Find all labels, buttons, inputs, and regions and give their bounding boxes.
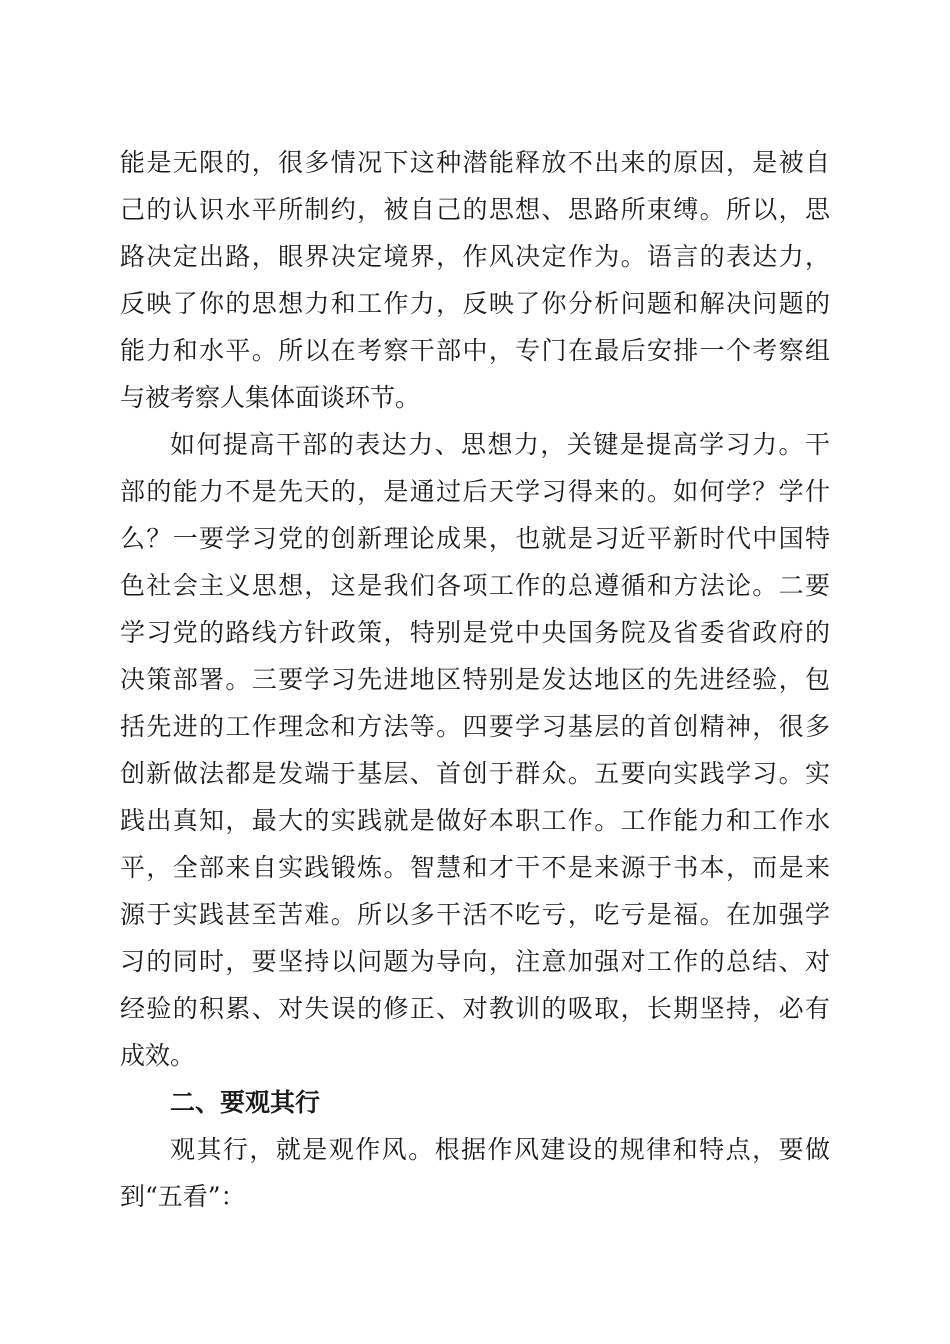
paragraph-2-line-14: 成效。 xyxy=(120,1041,196,1070)
paragraph-2-line-10: 平，全部来自实践锻炼。智慧和才干不是来源于书本，而是来 xyxy=(120,853,830,882)
paragraph-2-line-8: 创新做法都是发端于基层、首创于群众。五要向实践学习。实 xyxy=(120,759,830,788)
paragraph-1-line-3: 路决定出路，眼界决定境界，作风决定作为。语言的表达力， xyxy=(120,242,830,271)
paragraph-2-line-13: 经验的积累、对失误的修正、对教训的吸取，长期坚持，必有 xyxy=(120,994,830,1023)
paragraph-1-line-5: 能力和水平。所以在考察干部中，专门在最后安排一个考察组 xyxy=(120,336,830,365)
paragraph-1-line-4: 反映了你的思想力和工作力，反映了你分析问题和解决问题的 xyxy=(120,289,830,318)
paragraph-2-line-5: 学习党的路线方针政策，特别是党中央国务院及省委省政府的 xyxy=(120,618,830,647)
section-heading: 二、要观其行 xyxy=(170,1088,321,1117)
paragraph-2-line-4: 色社会主义思想，这是我们各项工作的总遵循和方法论。二要 xyxy=(120,571,830,600)
paragraph-2-line-1: 如何提高干部的表达力、思想力，关键是提高学习力。干 xyxy=(170,430,830,459)
section-paragraph-line-1: 观其行，就是观作风。根据作风建设的规律和特点，要做 xyxy=(170,1135,830,1164)
paragraph-2-line-7: 括先进的工作理念和方法等。四要学习基层的首创精神，很多 xyxy=(120,712,830,741)
paragraph-2-line-9: 践出真知，最大的实践就是做好本职工作。工作能力和工作水 xyxy=(120,806,830,835)
paragraph-1-line-1: 能是无限的，很多情况下这种潜能释放不出来的原因，是被自 xyxy=(120,148,830,177)
paragraph-2-line-11: 源于实践甚至苦难。所以多干活不吃亏，吃亏是福。在加强学 xyxy=(120,900,830,929)
paragraph-2-line-3: 么？一要学习党的创新理论成果，也就是习近平新时代中国特 xyxy=(120,524,830,553)
section-paragraph-line-2: 到“五看”： xyxy=(120,1182,246,1211)
paragraph-1-line-2: 己的认识水平所制约，被自己的思想、思路所束缚。所以，思 xyxy=(120,195,830,224)
paragraph-2-line-12: 习的同时，要坚持以问题为导向，注意加强对工作的总结、对 xyxy=(120,947,830,976)
paragraph-2-line-6: 决策部署。三要学习先进地区特别是发达地区的先进经验，包 xyxy=(120,665,830,694)
paragraph-1-line-6: 与被考察人集体面谈环节。 xyxy=(120,383,421,412)
paragraph-2-line-2: 部的能力不是先天的，是通过后天学习得来的。如何学？学什 xyxy=(120,477,830,506)
